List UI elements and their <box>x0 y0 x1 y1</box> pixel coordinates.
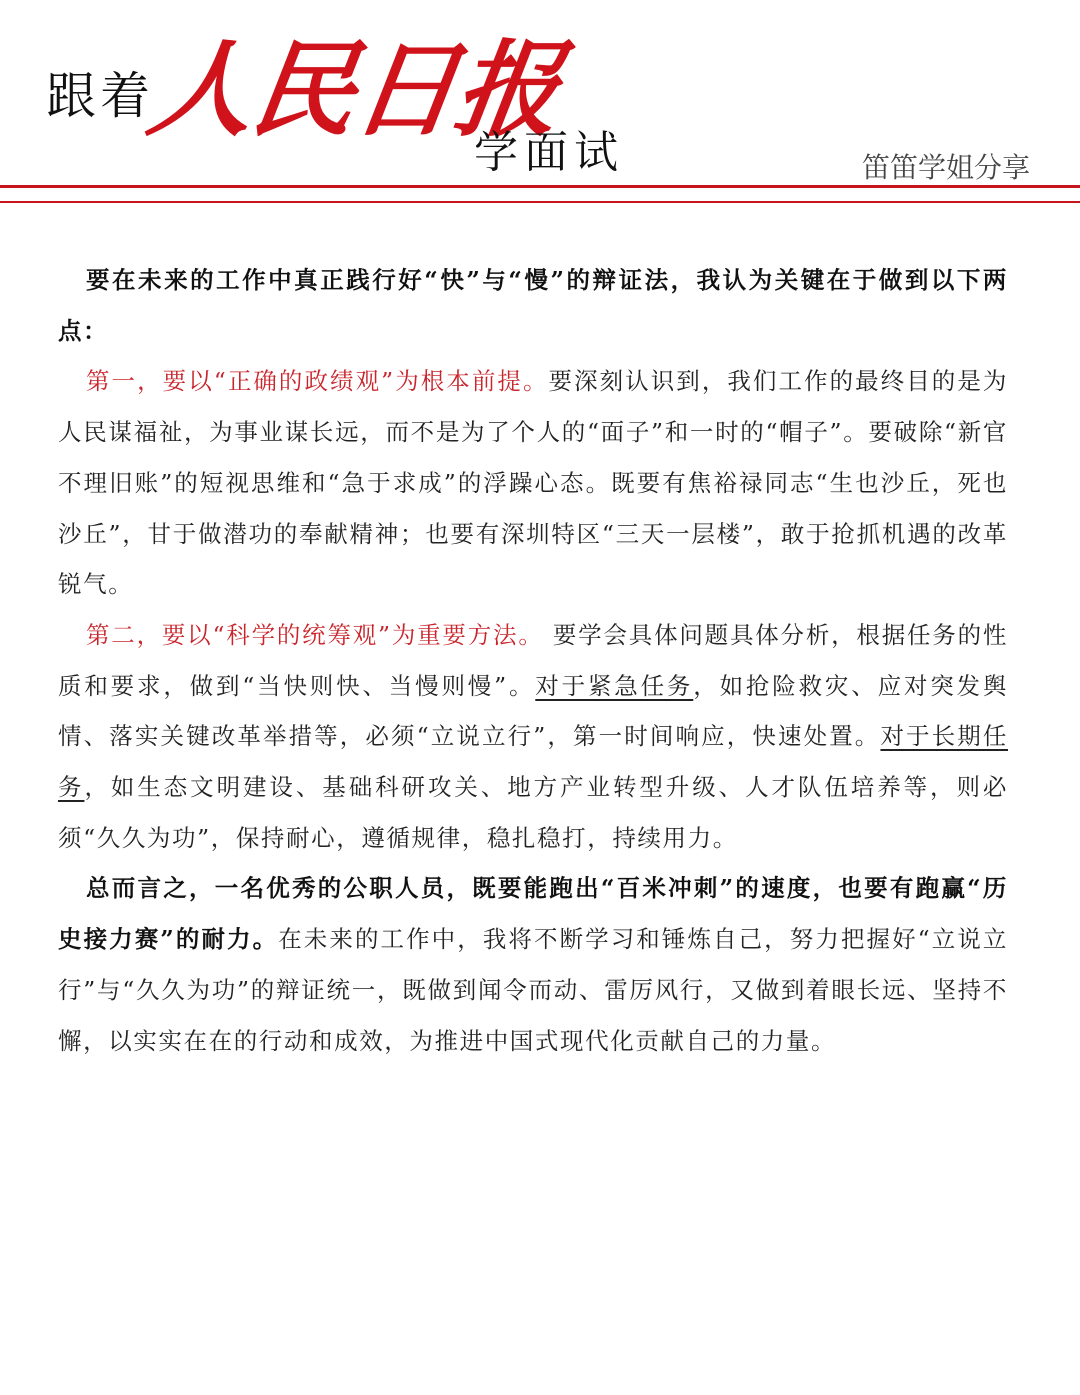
point-two-paragraph <box>58 610 1008 864</box>
article-body <box>58 255 1008 1066</box>
point-two-body-c: ，如生态文明建设、基础科研攻关、地方产业转型升级、人才队伍培养等，则必须“久久为功”，保持耐心，遵循规律，稳扎稳打，持续用力。 <box>58 773 1009 852</box>
conclusion-paragraph <box>58 863 1008 1066</box>
intro-paragraph <box>58 255 1008 356</box>
point-two-underline-urgent: 对于紧急任务 <box>535 671 694 700</box>
point-one-heading: 第一，要以“正确的政绩观”为根本前提。 <box>86 367 549 396</box>
header-rule-bottom <box>0 201 1080 203</box>
newspaper-logo: 人民日报 <box>141 28 567 151</box>
page-header <box>0 0 1080 210</box>
point-one-body: 要深刻认识到，我们工作的最终目的是为人民谋福祉，为事业谋长远，而不是为了个人的“面子”和一时的“帽子”。要破除“新官不理旧账”的短视思维和“急于求成”的浮躁心态。既要有焦裕禄同志“生也沙丘，死也沙丘”，甘于做潜功的奉献精神；也要有深圳特区“三天一层楼”，敢于抢抓机遇的改革锐气。 <box>58 367 1008 599</box>
conclusion-bold: 总而言之，一名优秀的公职人员，既要能跑出“百米冲刺”的速度，也要有跑赢“历史接力赛”的耐力。 <box>58 874 1008 954</box>
header-credit: 笛笛学姐分享 <box>861 151 1030 184</box>
point-two-body-a: 要学会具体问题具体分析，根据任务的性质和要求，做到“当快则快、当慢则慢”。 <box>58 620 1008 700</box>
header-rule-top <box>0 185 1080 188</box>
header-suffix: 学面试 <box>474 127 624 178</box>
header-prefix: 跟着 <box>46 67 154 125</box>
point-one-paragraph <box>58 356 1008 610</box>
point-two-body-b: ，如抢险救灾、应对突发舆情、落实关键改革举措等，必须“立说立行”，第一时间响应，快速处置。 <box>58 671 1008 751</box>
intro-bold: 要在未来的工作中真正践行好“快”与“慢”的辩证法，我认为关键在于做到以下两点： <box>58 266 1008 345</box>
point-two-heading: 第二，要以“科学的统筹观”为重要方法。 <box>86 620 544 649</box>
point-two-underline-longterm: 对于长期任务 <box>58 722 1009 802</box>
conclusion-body: 在未来的工作中，我将不断学习和锤炼自己，努力把握好“立说立行”与“久久为功”的辩证统一，既做到闻令而动、雷厉风行，又做到着眼长远、坚持不懈，以实实在在的行动和成效，为推进中国式现代化贡献自己的力量。 <box>58 925 1008 1055</box>
